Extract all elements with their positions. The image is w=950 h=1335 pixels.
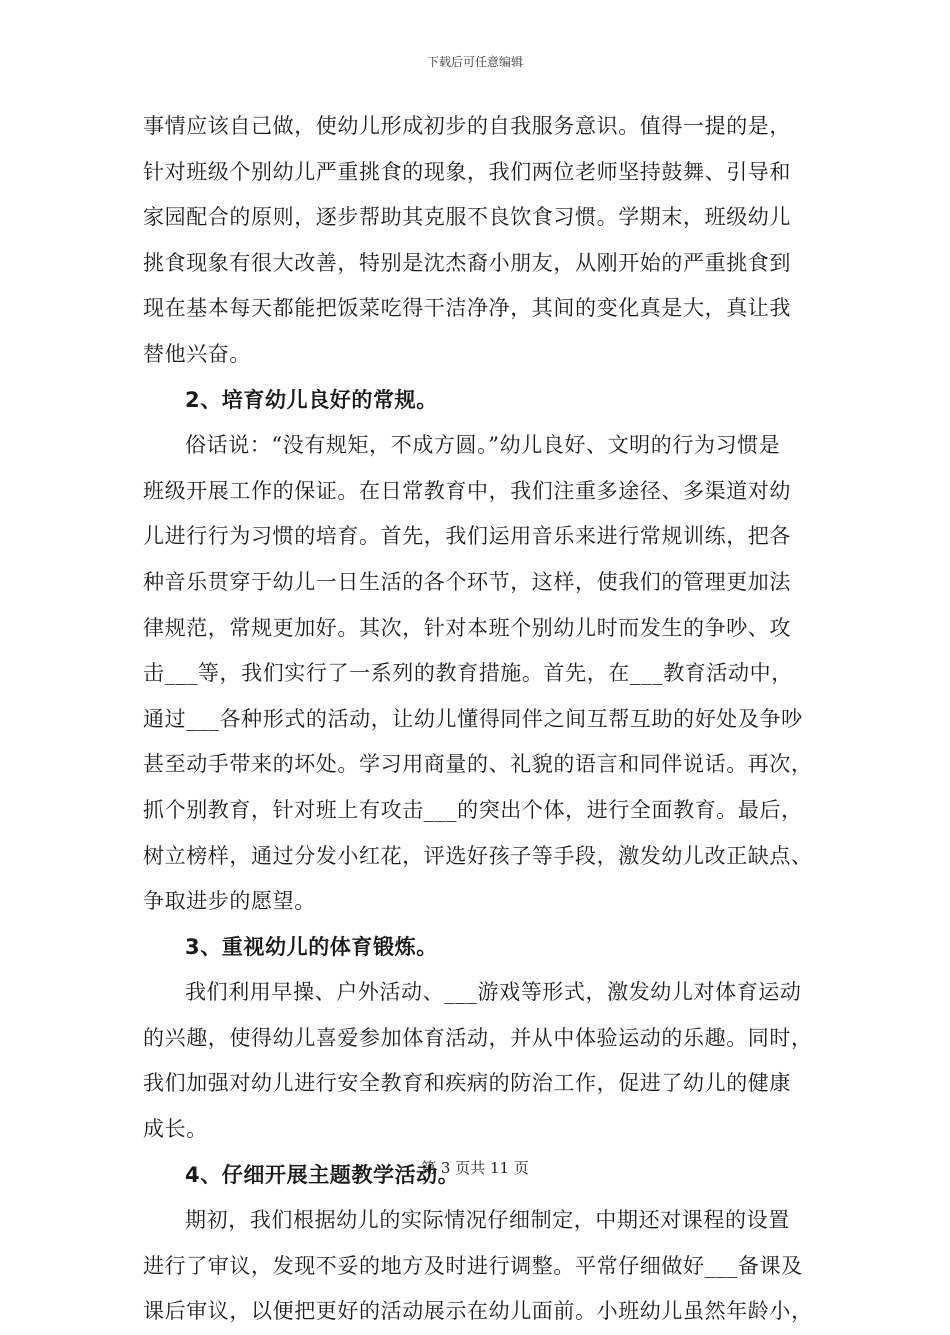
- body-line: 替他兴奋。: [143, 341, 251, 366]
- section-heading: 3、重视幼儿的体育锻炼。: [185, 934, 438, 959]
- body-line: 班级开展工作的保证。在日常教育中，我们注重多途径、多渠道对幼: [143, 478, 791, 503]
- section-heading: 4、仔细开展主题教学活动。: [185, 1162, 460, 1187]
- body-line: 进行了审议，发现不妥的地方及时进行调整。平常仔细做好___备课及: [143, 1253, 803, 1278]
- body-line: 通过___各种形式的活动，让幼儿懂得同伴之间互帮互助的好处及争吵: [143, 706, 803, 731]
- page-number: 第 3 页共 11 页: [421, 1159, 529, 1177]
- paragraph-first-line: 我们利用早操、户外活动、___游戏等形式，激发幼儿对体育运动: [185, 980, 802, 1005]
- body-line: 争取进步的愿望。: [143, 889, 316, 914]
- page-header-note: 下载后可任意编辑: [426, 55, 523, 69]
- body-line: 的兴趣，使得幼儿喜爱参加体育活动，并从中体验运动的乐趣。同时，: [143, 1025, 813, 1050]
- body-line: 成长。: [143, 1117, 208, 1142]
- body-line: 树立榜样，通过分发小红花，评选好孩子等手段，激发幼儿改正缺点、: [143, 843, 813, 868]
- body-line: 针对班级个别幼儿严重挑食的现象，我们两位老师坚持鼓舞、引导和: [143, 159, 791, 184]
- body-line: 击___等，我们实行了一系列的教育措施。首先，在___教育活动中，: [143, 661, 793, 686]
- body-line: 家园配合的原则，逐步帮助其克服不良饮食习惯。学期末，班级幼儿: [143, 205, 791, 230]
- body-line: 种音乐贯穿于幼儿一日生活的各个环节，这样，使我们的管理更加法: [143, 569, 791, 594]
- body-line: 甚至动手带来的坏处。学习用商量的、礼貌的语言和同伴说话。再次，: [143, 752, 813, 777]
- body-line: 我们加强对幼儿进行安全教育和疾病的防治工作，促进了幼儿的健康: [143, 1071, 791, 1096]
- body-line: 抓个别教育，针对班上有攻击___的突出个体，进行全面教育。最后，: [143, 797, 803, 822]
- paragraph-first-line: 期初，我们根据幼儿的实际情况仔细制定，中期还对课程的设置: [185, 1208, 790, 1233]
- body-line: 课后审议，以便把更好的活动展示在幼儿面前。小班幼儿虽然年龄小，: [143, 1299, 813, 1324]
- body-line: 现在基本每天都能把饭菜吃得干洁净净，其间的变化真是大，真让我: [143, 296, 791, 321]
- document-body: [143, 104, 813, 1335]
- body-line: 儿进行行为习惯的培育。首先，我们运用音乐来进行常规训练，把各: [143, 524, 791, 549]
- paragraph-first-line: 俗话说：“没有规矩，不成方圆。”幼儿良好、文明的行为习惯是: [185, 433, 781, 458]
- body-line: 事情应该自己做，使幼儿形成初步的自我服务意识。值得一提的是，: [143, 114, 791, 138]
- body-line: 律规范，常规更加好。其次，针对本班个别幼儿时而发生的争吵、攻: [143, 615, 791, 640]
- body-line: 挑食现象有很大改善，特别是沈杰裔小朋友，从刚开始的严重挑食到: [143, 250, 791, 275]
- section-heading: 2、培育幼儿良好的常规。: [185, 387, 438, 412]
